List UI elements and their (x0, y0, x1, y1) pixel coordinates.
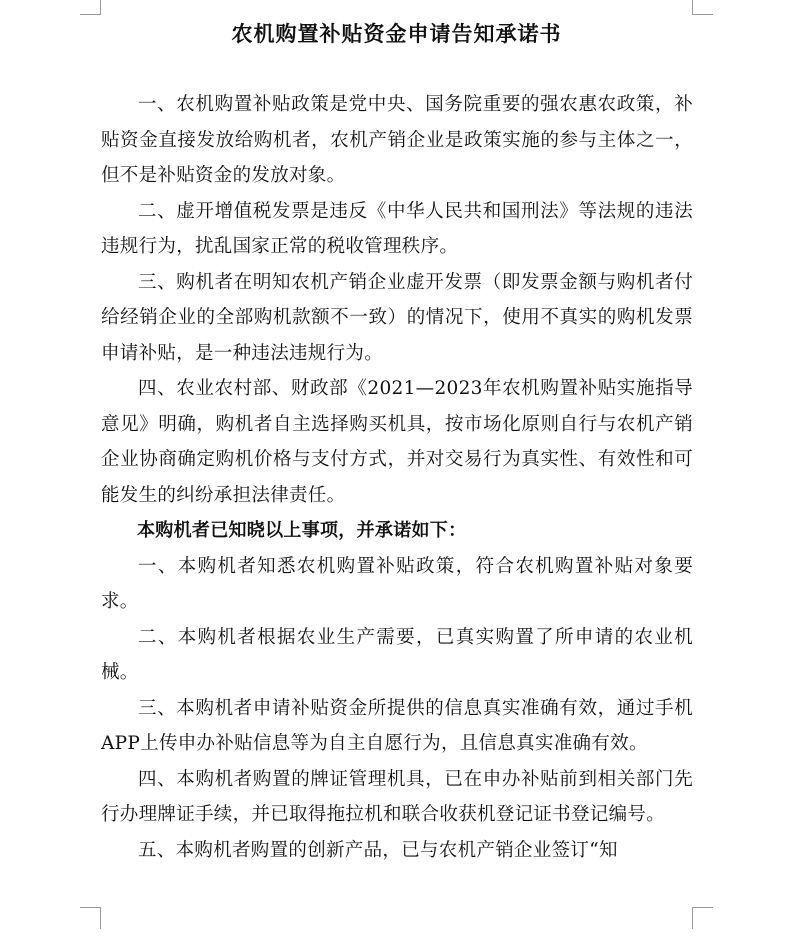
paragraph-4: 四、农业农村部、财政部《2021—2023年农机购置补贴实施指导意见》明确，购机者自主选择购买机具，按市场化原则自行与农机产销企业协商确定购机价格与支付方式，并对交易行为真实性、有效性和可能发生的纠纷承担法律责任。 (101, 378, 693, 506)
crop-mark-top-right-h (692, 14, 713, 15)
commitment-item-2: 二、本购机者根据农业生产需要，已真实购置了所申请的农业机械。 (101, 626, 693, 683)
document-title: 农机购置补贴资金申请告知承诺书 (231, 21, 562, 46)
document-body (101, 87, 693, 868)
crop-mark-bottom-right-v (692, 907, 693, 929)
crop-mark-bottom-right-h (692, 907, 713, 908)
commitment-item-5: 五、本购机者购置的创新产品，已与农机产销企业签订“知 (138, 839, 618, 861)
crop-mark-bottom-left-h (80, 907, 101, 908)
commitment-item-3: 三、本购机者申请补贴资金所提供的信息真实准确有效，通过手机APP上传申办补贴信息等为自主自愿行为，且信息真实准确有效。 (101, 697, 693, 754)
commitment-item-1: 一、本购机者知悉农机购置补贴政策，符合农机购置补贴对象要求。 (101, 555, 693, 612)
commitment-item-4: 四、本购机者购置的牌证管理机具，已在申办补贴前到相关部门先行办理牌证手续，并已取得拖拉机和联合收获机登记证书登记编号。 (101, 768, 693, 825)
commitment-heading: 本购机者已知晓以上事项，并承诺如下： (137, 520, 467, 541)
crop-mark-top-left-h (80, 14, 101, 15)
crop-mark-top-left-v (100, 0, 101, 15)
paragraph-1: 一、农机购置补贴政策是党中央、国务院重要的强农惠农政策，补贴资金直接发放给购机者，农机产销企业是政策实施的参与主体之一，但不是补贴资金的发放对象。 (101, 94, 693, 186)
crop-mark-bottom-left-v (100, 907, 101, 929)
crop-mark-top-right-v (692, 0, 693, 15)
paragraph-2: 二、虚开增值税发票是违反《中华人民共和国刑法》等法规的违法违规行为，扰乱国家正常的税收管理秩序。 (101, 200, 693, 257)
paragraph-3: 三、购机者在明知农机产销企业虚开发票（即发票金额与购机者付给经销企业的全部购机款额不一致）的情况下，使用不真实的购机发票申请补贴，是一种违法违规行为。 (101, 271, 693, 364)
